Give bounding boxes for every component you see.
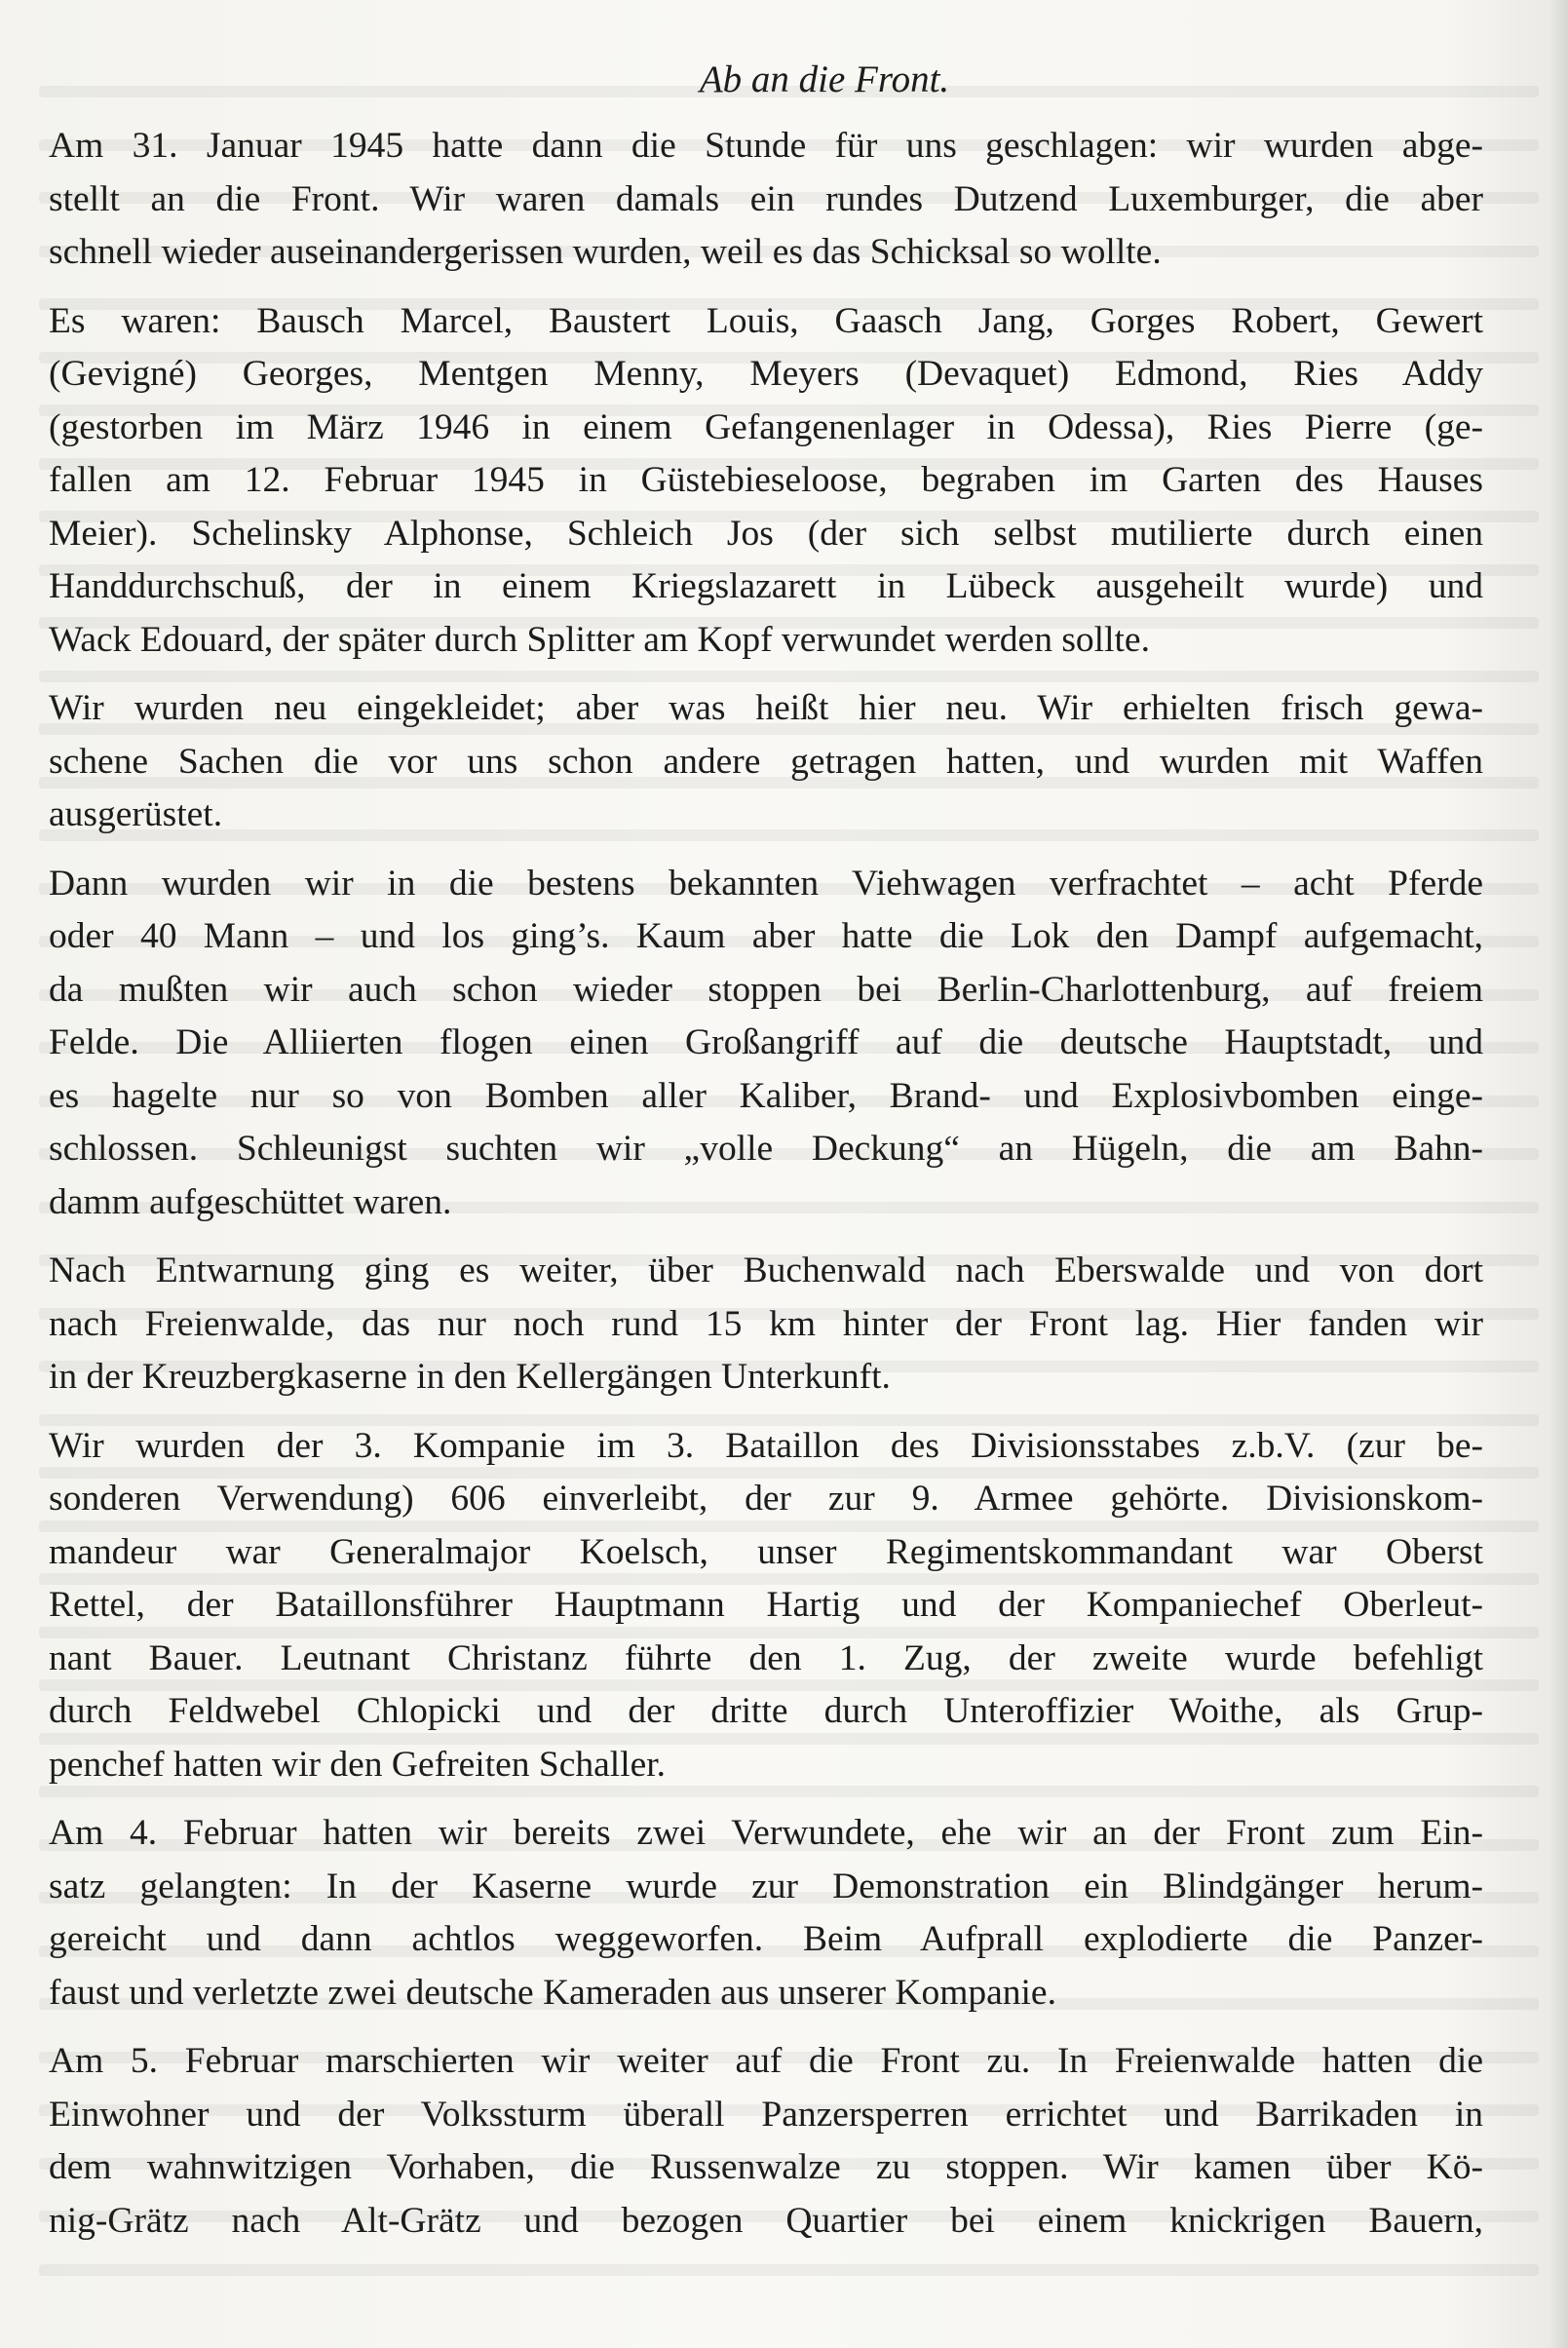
text-line: Wir wurden der 3. Kompanie im 3. Bataillon des Divisionsstabes z.b.V. (zur be- xyxy=(49,1425,1483,1466)
chapter-title: Ab an die Front. xyxy=(699,58,950,100)
text-line: stellt an die Front. Wir waren damals ein rundes Dutzend Luxemburger, die aber xyxy=(49,178,1483,219)
text-line: penchef hatten wir den Gefreiten Schaller. xyxy=(49,1744,667,1785)
text-line: schlossen. Schleunigst suchten wir „volle Deckung“ an Hügeln, die am Bahn- xyxy=(49,1129,1483,1169)
text-line: da mußten wir auch schon wieder stoppen bei Berlin-Charlottenburg, auf freiem xyxy=(49,969,1483,1010)
text-line: dem wahnwitzigen Vorhaben, die Russenwalze zu stoppen. Wir kamen über Kö- xyxy=(49,2147,1483,2187)
body-paragraphs xyxy=(49,120,1483,2248)
text-line: ausgerüstet. xyxy=(49,794,223,834)
paragraph xyxy=(49,1420,1483,1792)
paragraph xyxy=(49,1245,1483,1405)
text-line: Nach Entwarnung ging es weiter, über Buchenwald nach Eberswalde und von dort xyxy=(49,1251,1483,1290)
text-line: Meier). Schelinsky Alphonse, Schleich Jos (der sich selbst mutilierte durch einen xyxy=(49,513,1483,554)
text-line: Wack Edouard, der später durch Splitter am Kopf verwundet werden sollte. xyxy=(49,619,1150,660)
text-line: damm aufgeschüttet waren. xyxy=(49,1181,452,1222)
text-line: Am 31. Januar 1945 hatte dann die Stunde für uns geschlagen: wir wurden abge- xyxy=(49,126,1483,166)
text-line: fallen am 12. Februar 1945 in Güstebieseloose, begraben im Garten des Hauses xyxy=(49,460,1483,500)
page-edge-shadow xyxy=(1549,0,1568,2348)
text-line: schene Sachen die vor uns schon andere getragen hatten, und wurden mit Waffen xyxy=(49,741,1483,782)
text-line: Einwohner und der Volkssturm überall Panzersperren errichtet und Barrikaden in xyxy=(49,2094,1483,2135)
paragraph xyxy=(49,2035,1483,2248)
text-line: Rettel, der Bataillonsführer Hauptmann Hartig und der Kompaniechef Oberleut- xyxy=(49,1585,1483,1625)
text-line: nant Bauer. Leutnant Christanz führte den 1. Zug, der zweite wurde befehligt xyxy=(49,1637,1483,1678)
text-line: Am 5. Februar marschierten wir weiter auf die Front zu. In Freienwalde hatten die xyxy=(49,2041,1483,2081)
paragraph xyxy=(49,858,1483,1230)
text-line: gereicht und dann achtlos weggeworfen. Beim Aufprall explodierte die Panzer- xyxy=(49,1919,1483,1959)
paragraph xyxy=(49,295,1483,668)
text-line: Wir wurden neu eingekleidet; aber was heißt hier neu. Wir erhielten frisch gewa- xyxy=(49,688,1483,728)
text-line: sonderen Verwendung) 606 einverleibt, der zur 9. Armee gehörte. Divisionskom- xyxy=(49,1479,1483,1519)
text-line: Am 4. Februar hatten wir bereits zwei Verwundete, ehe wir an der Front zum Ein- xyxy=(49,1813,1483,1853)
text-line: Handdurchschuß, der in einem Kriegslazarett in Lübeck ausgeheilt wurde) und xyxy=(49,566,1483,606)
text-line: nig-Grätz nach Alt-Grätz und bezogen Quartier bei einem knickrigen Bauern, xyxy=(49,2200,1483,2241)
paragraph xyxy=(49,1807,1483,2020)
text-line: mandeur war Generalmajor Koelsch, unser Regimentskommandant war Oberst xyxy=(49,1531,1483,1572)
text-line: (Gevigné) Georges, Mentgen Menny, Meyers (Devaquet) Edmond, Ries Addy xyxy=(49,354,1483,394)
text-line: Es waren: Bausch Marcel, Baustert Louis, Gaasch Jang, Gorges Robert, Gewert xyxy=(49,300,1483,341)
paragraph xyxy=(49,120,1483,280)
page-text xyxy=(49,54,1483,2263)
bleed-line xyxy=(39,2264,1539,2276)
text-line: Felde. Die Alliierten flogen einen Großangriff auf die deutsche Hauptstadt, und xyxy=(49,1022,1483,1062)
text-line: nach Freienwalde, das nur noch rund 15 km hinter der Front lag. Hier fanden wir xyxy=(49,1303,1483,1344)
paragraph xyxy=(49,682,1483,842)
text-line: es hagelte nur so von Bomben aller Kaliber, Brand- und Explosivbomben einge- xyxy=(49,1075,1483,1116)
text-line: in der Kreuzbergkaserne in den Kellergängen Unterkunft. xyxy=(49,1357,891,1397)
text-line: (gestorben im März 1946 in einem Gefangenenlager in Odessa), Ries Pierre (ge- xyxy=(49,406,1483,447)
text-line: satz gelangten: In der Kaserne wurde zur Demonstration ein Blindgänger herum- xyxy=(49,1866,1483,1906)
text-line: Dann wurden wir in die bestens bekannten Viehwagen verfrachtet – acht Pferde xyxy=(49,863,1483,904)
text-line: durch Feldwebel Chlopicki und der dritte durch Unteroffizier Woithe, als Grup- xyxy=(49,1691,1483,1731)
text-line: oder 40 Mann – und los ging’s. Kaum aber hatte die Lok den Dampf aufgemacht, xyxy=(49,916,1483,956)
text-line: schnell wieder auseinandergerissen wurden, weil es das Schicksal so wollte. xyxy=(49,232,1162,272)
text-line: faust und verletzte zwei deutsche Kameraden aus unserer Kompanie. xyxy=(49,1972,1056,2013)
